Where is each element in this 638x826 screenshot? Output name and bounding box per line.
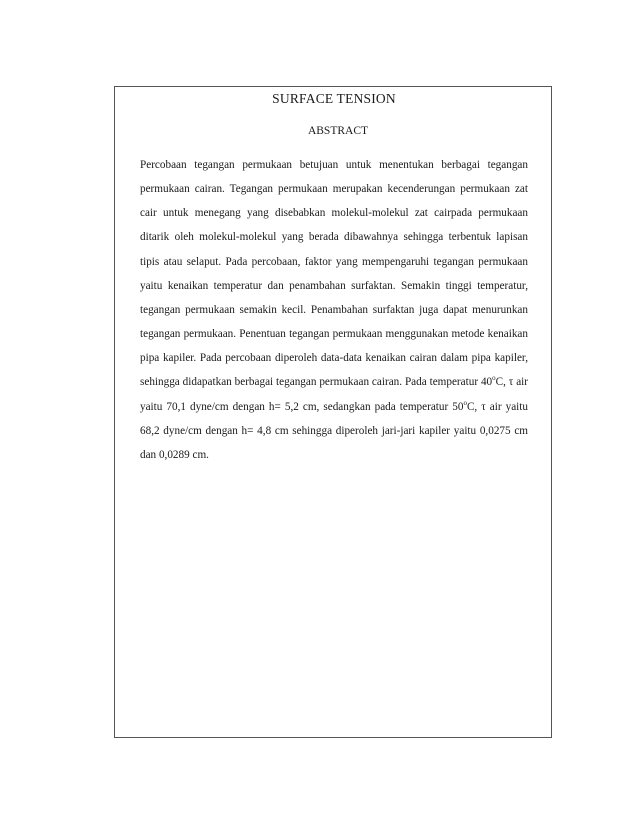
degree-superscript-2: o [463, 398, 467, 407]
abstract-text-part-1: Percobaan tegangan permukaan betujuan untuk menentukan berbagai tegangan permukaan cairan. Tegangan permukaan merupakan kecenderungan permukaan zat cair untuk menegang yang disebabkan molekul-molekul zat cairpada permukaan ditarik oleh molekul-molekul yang berada dibawahnya sehingga terbentuk lapisan tipis atau selaput. Pada percobaan, faktor yang mempengaruhi tegangan permukaan yaitu kenaikan temperatur dan penambahan surfaktan. Semakin tinggi temperatur, tegangan permukaan semakin kecil. Penambahan surfaktan juga dapat menurunkan tegangan permukaan. Penentuan tegangan permukaan menggunakan metode kenaikan pipa kapiler. Pada percobaan diperoleh data-data kenaikan cairan dalam pipa kapiler, sehingga didapatkan berbagai tegangan permukaan cairan. Pada temperatur 40 [140, 159, 528, 389]
abstract-text-part-2: C, τ air yaitu 70,1 dyne/cm dengan h= 5,2 cm, sedangkan pada temperatur 50 [140, 376, 528, 413]
abstract-paragraph [140, 153, 528, 467]
abstract-text-part-3: C, τ air yaitu 68,2 dyne/cm dengan h= 4,8 cm sehingga diperoleh jari-jari kapiler yaitu 0,0275 cm dan 0,0289 cm. [140, 400, 528, 461]
document-title: SURFACE TENSION [272, 91, 396, 106]
abstract-heading: ABSTRACT [307, 125, 369, 137]
degree-superscript-1: o [492, 374, 496, 383]
